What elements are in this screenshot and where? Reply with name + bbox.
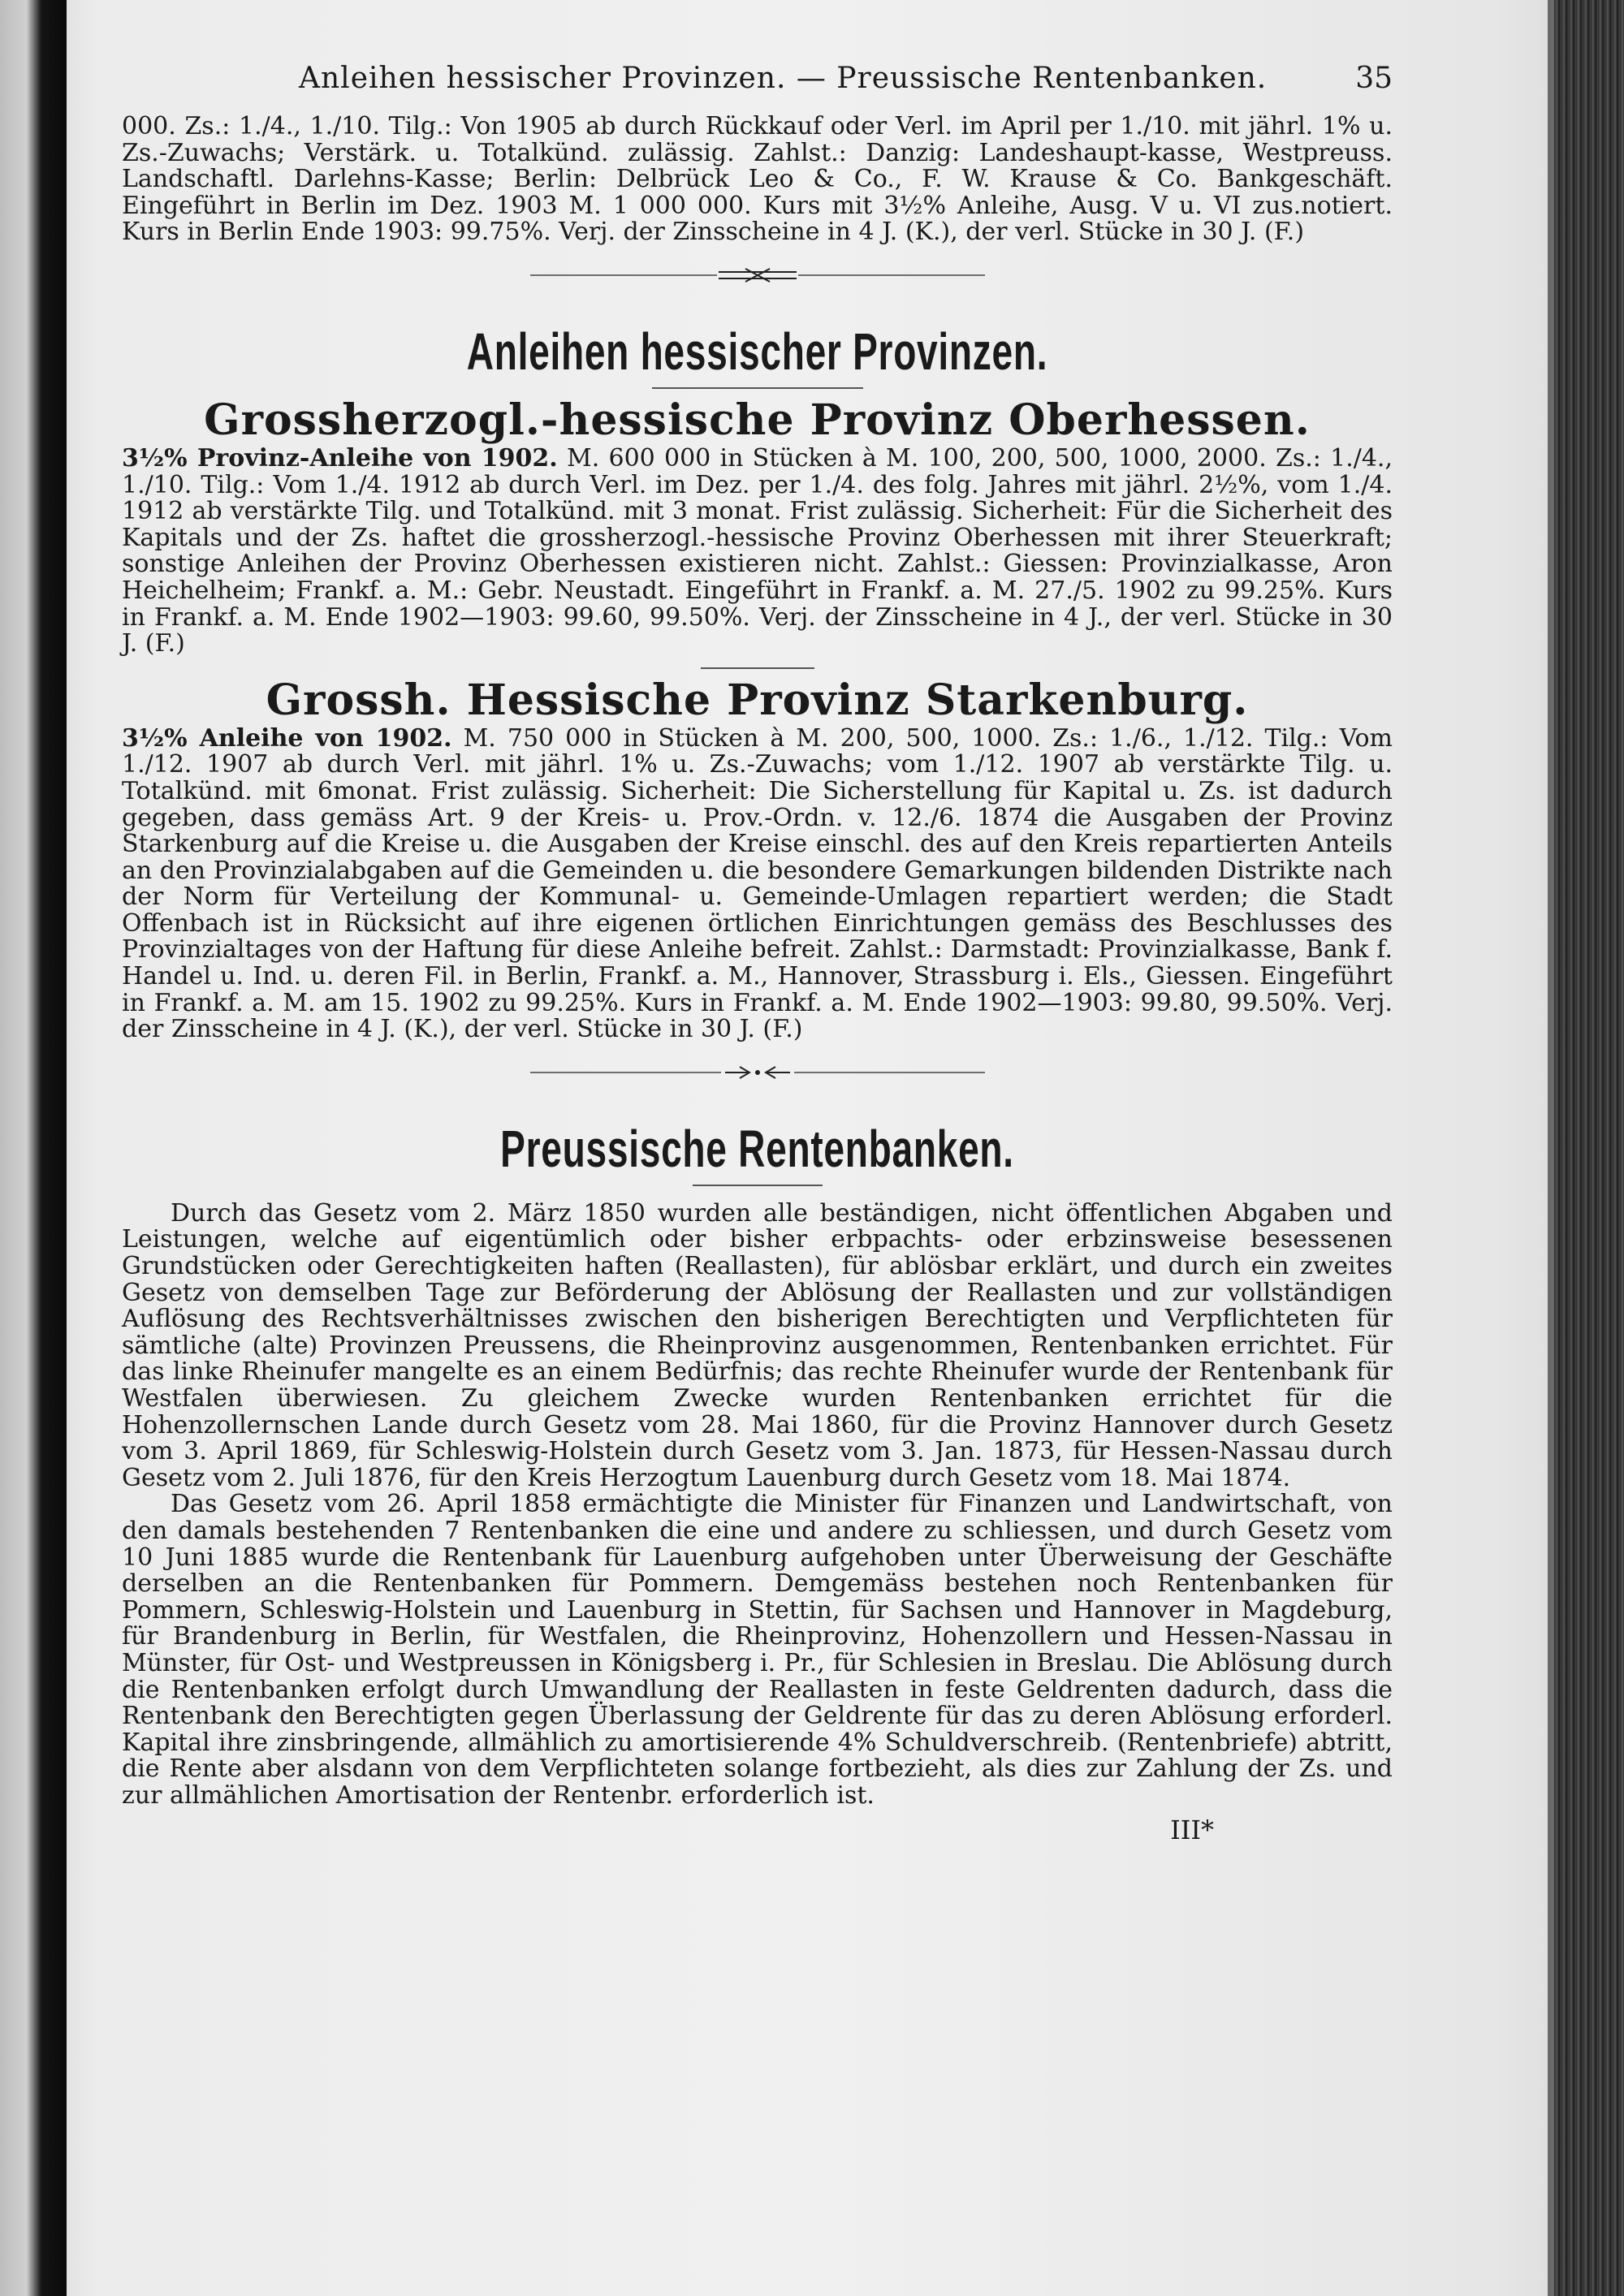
oberhessen-text: M. 600 000 in Stücken à M. 100, 200, 500, 1000, 2000. Zs.: 1./4., 1./10. Tilg.: Vom 1./4. 1912 ab durch Verl. im Dez. per 1./4. des folg. Jahres mit jährl. 2½%, vom 1./4. 1912 ab verstärkte Tilg. und Totalkünd. mit 3 monat. Frist zulässig. Sicherheit: Für die Sicherheit des Kapitals und der Zs. haftet die grossherzogl.-hessische Provinz Oberhessen mit ihrer Steuerkraft; sonstige Anleihen der Provinz Oberhessen existieren nicht. Zahlst.: Giessen: Provinzialkasse, Aron Heichelheim; Frankf. a. M.: Gebr. Neustadt. Eingeführt in Frankf. a. M. 27./5. 1902 zu 99.25%. Kurs in Frankf. a. M. Ende 1902—1903: 99.60, 99.50%. Verj. der Zinsscheine in 4 J., der verl. Stücke in 30 J. (F.) <box>122 443 1393 658</box>
starkenburg-text: M. 750 000 in Stücken à M. 200, 500, 1000. Zs.: 1./6., 1./12. Tilg.: Vom 1./12. 1907 ab durch Verl. mit jährl. 1% u. Zs.-Zuwachs; vom 1./12. 1907 ab verstärkte Tilg. u. Totalkünd. mit 6monat. Frist zulässig. Sicherheit: Die Sicherstellung für Kapital u. Zs. ist dadurch gegeben, dass gemäss Art. 9 der Kreis- u. Prov.-Ordn. v. 12./6. 1874 die Ausgaben der Provinz Starkenburg auf die Kreise u. die Ausgaben der Kreise einschl. des auf den Kreis repartierten Anteils an den Provinzialabgaben auf die Gemeinden u. die besondere Gemarkungen bildenden Distrikte nach der Norm für Verteilung der Kommunal- u. Gemeinde-Umlagen repartiert werden; die Stadt Offenbach ist in Rücksicht auf ihre eigenen örtlichen Einrichtungen gemäss des Beschlusses des Provinzialtages von der Haftung für diese Anleihe befreit. Zahlst.: Darmstadt: Provinzialkasse, Bank f. Handel u. Ind. u. deren Fil. in Berlin, Frankf. a. M., Hannover, Strassburg i. Els., Giessen. Eingeführt in Frankf. a. M. am 15. 1902 zu 99.25%. Kurs in Frankf. a. M. Ende 1902—1903: 99.80, 99.50%. Verj. der Zinsscheine in 4 J. (K.), der verl. Stücke in 30 J. (F.) <box>122 723 1393 1044</box>
running-header <box>122 57 1393 114</box>
book-spine <box>0 0 67 2296</box>
rentenbanken-paragraph-1: Durch das Gesetz vom 2. März 1850 wurden alle beständigen, nicht öffentlichen Abgaben und Leistungen, welche auf eigentümlich oder bisher erbpachts- oder erbzinsweise besessenen Grundstücken oder Gerechtigkeiten haften (Reallasten), für ablösbar erklärt, und durch ein zweites Gesetz von demselben Tage zur Beförderung der Ablösung der Reallasten und zur vollständigen Auflösung des Rechtsverhältnisses zwischen den bisherigen Berechtigten und Verpflichteten für sämtliche (alte) Provinzen Preussens, die Rheinprovinz ausgenommen, Rentenbanken errichtet. Für das linke Rheinufer mangelte es an einem Bedürfnis; das rechte Rheinufer wurde der Rentenbank für Westfalen überwiesen. Zu gleichem Zwecke wurden Rentenbanken errichtet für die Hohenzollernschen Lande durch Gesetz vom 28. Mai 1860, für die Provinz Hannover durch Gesetz vom 3. April 1869, für Schleswig-Holstein durch Gesetz vom 3. Jan. 1873, für Hessen-Nassau durch Gesetz vom 2. Juli 1876, für den Kreis Herzogtum Lauenburg durch Gesetz vom 18. Mai 1874. <box>122 1198 1393 1492</box>
oberhessen-lead: 3½% Provinz-Anleihe von 1902. <box>122 443 558 473</box>
subsection-title-starkenburg: Grossh. Hessische Provinz Starkenburg. <box>266 675 1249 725</box>
oberhessen-paragraph <box>122 443 1393 658</box>
title-rule <box>652 387 863 389</box>
subsection-rule <box>701 667 814 669</box>
starkenburg-lead: 3½% Anleihe von 1902. <box>122 723 452 753</box>
page-number: 35 <box>1355 62 1393 95</box>
starkenburg-paragraph <box>122 723 1393 1044</box>
subsection-title-oberhessen: Grossherzogl.-hessische Provinz Oberhessen. <box>204 395 1311 445</box>
title-rule-2 <box>693 1185 823 1186</box>
section-title-hessen: Anleihen hessischer Provinzen. <box>466 322 1048 381</box>
page-edge-line <box>1548 0 1554 2296</box>
arrow-ornament-icon <box>530 1064 985 1081</box>
rentenbanken-paragraph-2: Das Gesetz vom 26. April 1858 ermächtigte die Minister für Finanzen und Landwirtschaft, von den damals bestehenden 7 Rentenbanken die eine und andere zu schliessen, und durch Gesetz vom 10 Juni 1885 wurde die Rentenbank für Lauenburg aufgehoben unter Überweisung der Geschäfte derselben an die Rentenbanken für Pommern. Demgemäss bestehen noch Rentenbanken für Pommern, Schleswig-Holstein und Lauenburg in Stettin, für Sachsen und Hannover in Magdeburg, für Brandenburg in Berlin, für Westfalen, die Rheinprovinz, Hohenzollern und Hessen-Nassau in Münster, für Ost- und Westpreussen in Königsberg i. Pr., für Schlesien in Breslau. Die Ablösung durch die Rentenbanken erfolgt durch Umwandlung der Reallasten in feste Geldrenten dadurch, dass die Rentenbank den Berechtigten gegen Überlassung der Geldrente für das zu deren Ablösung erforderl. Kapital ihre zinsbringende, allmählich zu amortisierende 4% Schuldverschreib. (Rentenbriefe) abtritt, die Rente aber alsdann von dem Verpflichteten solange fortbezieht, als dies zur Zahlung der Zs. und zur allmählichen Amortisation der Rentenbr. erforderlich ist. <box>122 1490 1393 1810</box>
running-title: Anleihen hessischer Provinzen. — Preussische Rentenbanken. <box>299 62 1268 95</box>
divider-ornament-2 <box>122 1051 1393 1094</box>
page-edges <box>1554 0 1624 2296</box>
divider-ornament <box>122 254 1393 296</box>
divider-ornament-icon <box>530 267 985 283</box>
section-title-rentenbanken: Preussische Rentenbanken. <box>500 1119 1014 1178</box>
signature-mark: III* <box>1170 1814 1214 1845</box>
page-content <box>122 57 1393 1850</box>
continued-paragraph: 000. Zs.: 1./4., 1./10. Tilg.: Von 1905 ab durch Rückkauf oder Verl. im April per 1./10. mit jährl. 1% u. Zs.-Zuwachs; Verstärk. u. Totalkünd. zulässig. Zahlst.: Danzig: Landeshaupt-kasse, Westpreuss. Landschaftl. Darlehns-Kasse; Berlin: Delbrück Leo & Co., F. W. Krause & Co. Bankgeschäft. Eingeführt in Berlin im Dez. 1903 M. 1 000 000. Kurs mit 3½% Anleihe, Ausg. V u. VI zus.notiert. Kurs in Berlin Ende 1903: 99.75%. Verj. der Zinsscheine in 4 J. (K.), der verl. Stücke in 30 J. (F.) <box>122 112 1393 247</box>
